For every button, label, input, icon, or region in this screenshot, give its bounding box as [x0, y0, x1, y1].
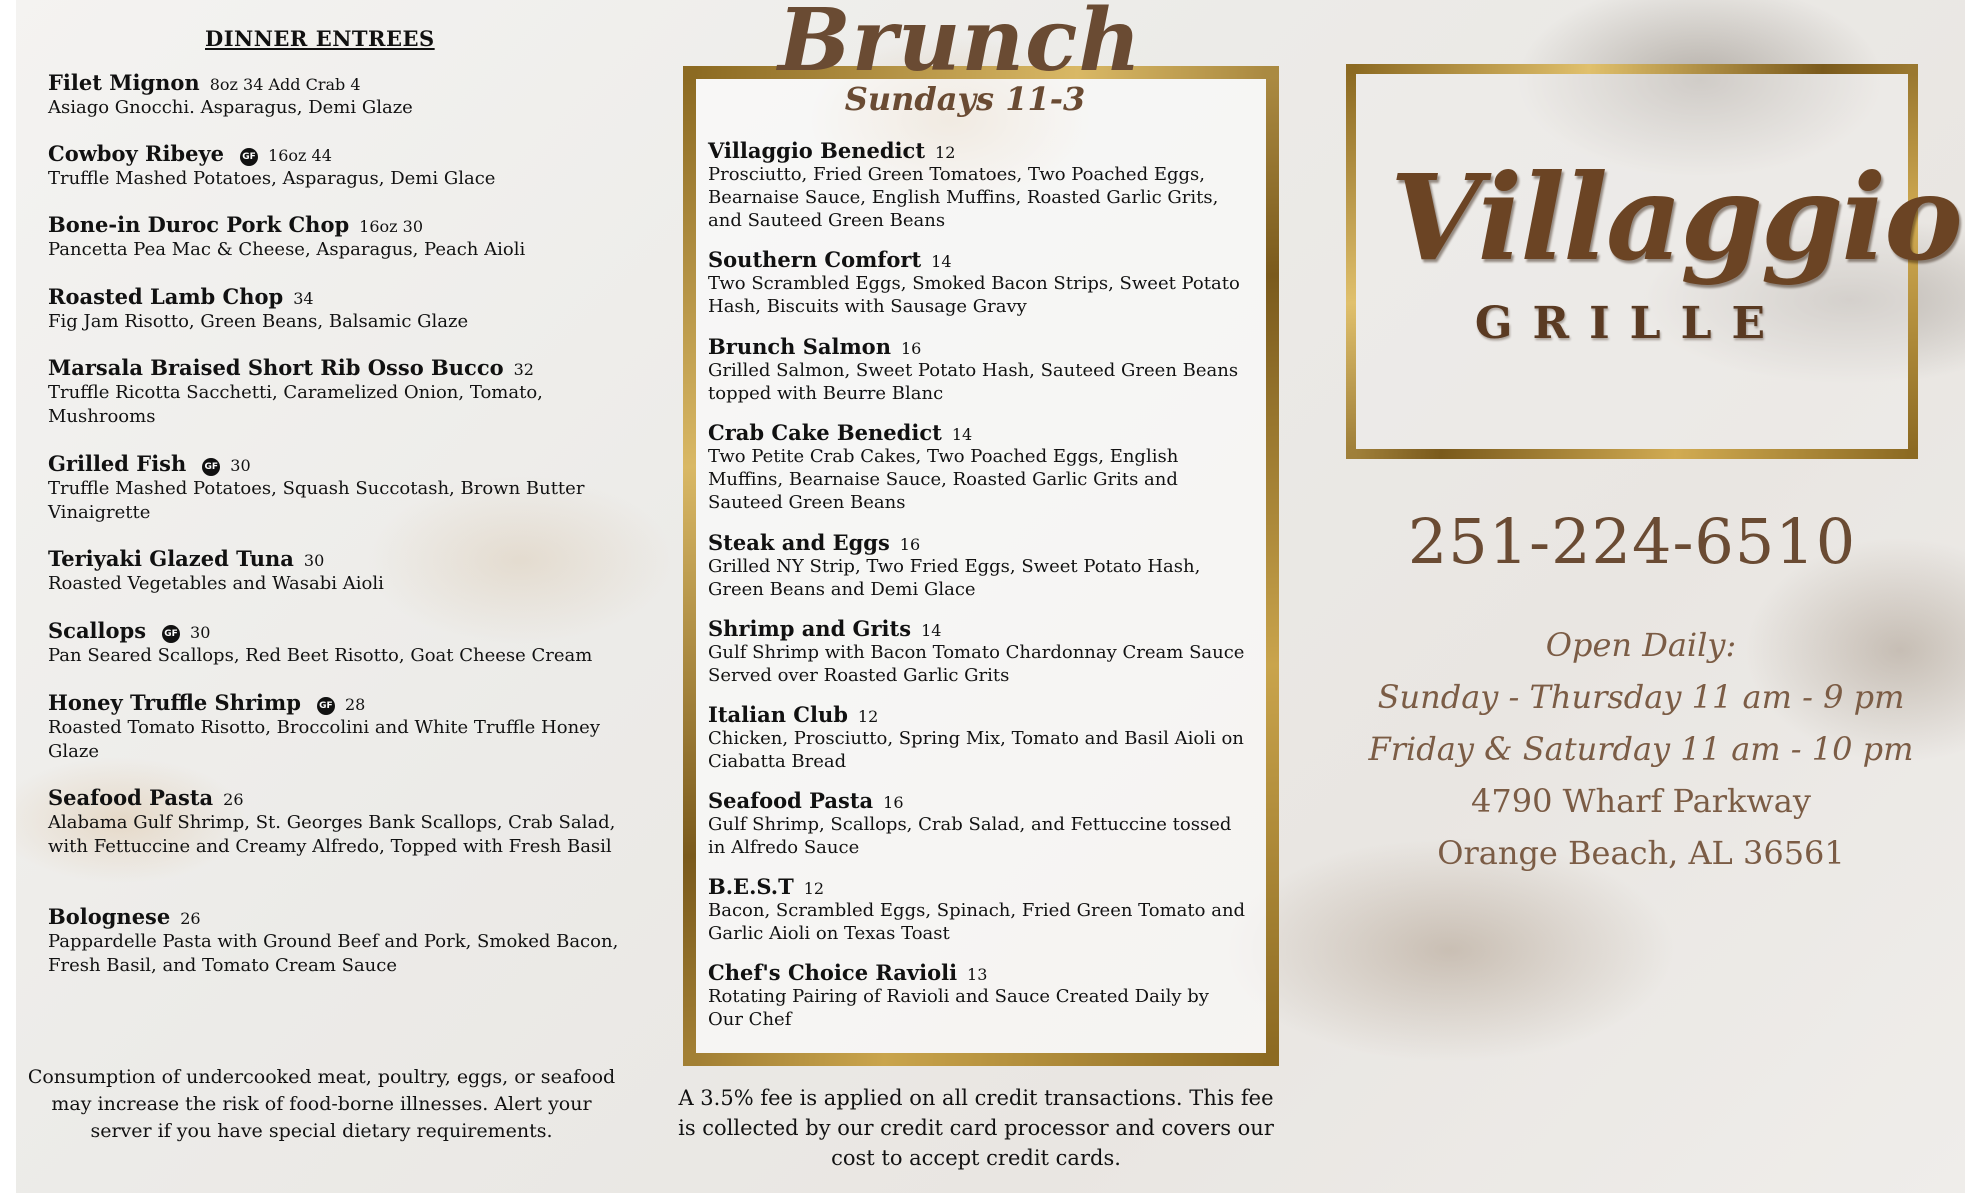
menu-item-name: Filet Mignon	[48, 70, 200, 95]
brunch-item-price: 16	[899, 535, 921, 554]
address-street: 4790 Wharf Parkway	[1471, 782, 1811, 820]
brunch-item-description: Two Petite Crab Cakes, Two Poached Eggs, English Muffins, Bearnaise Sauce, Roasted Garlic Grits and Sauteed Green Beans	[708, 446, 1179, 513]
brunch-item-name: Italian Club	[708, 702, 848, 727]
dinner-section-title: DINNER ENTREES	[205, 26, 435, 51]
menu-item-price: 34	[293, 289, 314, 308]
brunch-item	[708, 334, 1248, 405]
brunch-item	[708, 530, 1248, 601]
brunch-item-description: Two Scrambled Eggs, Smoked Bacon Strips, Sweet Potato Hash, Biscuits with Sausage Gravy	[708, 273, 1240, 317]
gluten-free-icon: GF	[202, 458, 220, 476]
open-daily-label: Open Daily:	[1545, 626, 1737, 664]
brunch-item	[708, 960, 1248, 1031]
menu-item-description: Truffle Mashed Potatoes, Asparagus, Demi Glace	[48, 168, 496, 189]
menu-item-description: Truffle Ricotta Sacchetti, Caramelized Onion, Tomato, Mushrooms	[48, 382, 543, 427]
brunch-item-name: Seafood Pasta	[708, 788, 874, 813]
brunch-item-price: 12	[803, 879, 825, 898]
menu-item-name: Bolognese	[48, 904, 171, 929]
brunch-item	[708, 788, 1248, 859]
brunch-item-name: Villaggio Benedict	[708, 138, 926, 163]
restaurant-logo-subtitle: GRILLE	[1474, 298, 1786, 349]
menu-item-price: 30	[230, 456, 251, 475]
menu-item	[48, 284, 628, 334]
menu-item	[48, 212, 628, 262]
brunch-item-name: Crab Cake Benedict	[708, 420, 942, 445]
gluten-free-icon: GF	[317, 697, 335, 715]
menu-item	[48, 141, 628, 191]
address-city: Orange Beach, AL 36561	[1437, 834, 1845, 872]
phone-number: 251-224-6510	[1407, 505, 1857, 578]
brunch-item-name: Shrimp and Grits	[708, 616, 912, 641]
brunch-item-price: 14	[931, 252, 952, 271]
brunch-item-description: Gulf Shrimp with Bacon Tomato Chardonnay Cream Sauce Served over Roasted Garlic Grits	[708, 642, 1245, 686]
menu-item-price: 26	[223, 790, 244, 809]
menu-item-description: Fig Jam Risotto, Green Beans, Balsamic Glaze	[48, 311, 469, 332]
menu-item-description: Roasted Tomato Risotto, Broccolini and White Truffle Honey Glaze	[48, 717, 601, 762]
brunch-item-price: 13	[967, 965, 988, 984]
menu-item-description: Pan Seared Scallops, Red Beet Risotto, Goat Cheese Cream	[48, 645, 593, 666]
brunch-item-price: 14	[921, 621, 942, 640]
brunch-subtitle: Sundays 11-3	[844, 80, 1086, 118]
menu-item-description: Alabama Gulf Shrimp, St. Georges Bank Scallops, Crab Salad, with Fettuccine and Creamy Alfredo, Topped with Fresh Basil	[48, 812, 616, 857]
brunch-item	[708, 247, 1248, 318]
brunch-title: Brunch	[778, 0, 1142, 91]
gluten-free-icon: GF	[240, 148, 258, 166]
menu-item-price: 28	[344, 695, 366, 714]
food-safety-notice: Consumption of undercooked meat, poultry, eggs, or seafood may increase the risk of food-borne illnesses. Alert your server if you have special dietary requirements.	[27, 1066, 616, 1142]
brunch-item	[708, 138, 1248, 232]
menu-item-description: Pancetta Pea Mac & Cheese, Asparagus, Peach Aioli	[48, 239, 526, 260]
hours-fri-sat: Friday & Saturday 11 am - 10 pm	[1368, 730, 1914, 768]
menu-item	[48, 785, 628, 859]
menu-item-name: Cowboy Ribeye	[48, 141, 225, 166]
menu-item-price: 32	[513, 360, 534, 379]
menu-item-price: 8oz 34 Add Crab 4	[209, 75, 361, 94]
hours-sun-thu: Sunday - Thursday 11 am - 9 pm	[1377, 678, 1905, 716]
brunch-item	[708, 874, 1248, 945]
menu-item	[48, 70, 628, 120]
menu-item-price: 16oz 44	[268, 146, 332, 165]
menu-item	[48, 690, 628, 764]
menu-item-description: Roasted Vegetables and Wasabi Aioli	[48, 573, 384, 594]
gluten-free-icon: GF	[162, 625, 180, 643]
brunch-item-description: Rotating Pairing of Ravioli and Sauce Created Daily by Our Chef	[708, 986, 1209, 1030]
brunch-item-description: Gulf Shrimp, Scallops, Crab Salad, and Fettuccine tossed in Alfredo Sauce	[708, 814, 1232, 858]
menu-item-name: Marsala Braised Short Rib Osso Bucco	[48, 355, 504, 380]
brunch-item-name: Chef's Choice Ravioli	[708, 960, 958, 985]
brunch-item-name: Steak and Eggs	[708, 530, 890, 555]
menu-item	[48, 618, 628, 668]
menu-item	[48, 355, 628, 429]
brunch-item	[708, 616, 1248, 687]
menu-item	[48, 546, 628, 596]
menu-item-name: Roasted Lamb Chop	[48, 284, 284, 309]
brunch-item-price: 16	[883, 793, 904, 812]
page-margin	[0, 0, 16, 1193]
menu-item-price: 16oz 30	[359, 217, 424, 236]
brunch-item-price: 12	[857, 707, 879, 726]
restaurant-logo-script: Villaggio	[1390, 148, 1961, 287]
menu-item-name: Honey Truffle Shrimp	[48, 690, 301, 715]
menu-item-name: Teriyaki Glazed Tuna	[48, 546, 294, 571]
menu-item	[48, 904, 628, 978]
menu-item-price: 30	[303, 551, 325, 570]
brunch-item-description: Chicken, Prosciutto, Spring Mix, Tomato and Basil Aioli on Ciabatta Bread	[708, 728, 1244, 772]
brunch-item-price: 12	[935, 143, 956, 162]
menu-item	[48, 451, 628, 525]
menu-item-name: Bone-in Duroc Pork Chop	[48, 212, 350, 237]
menu-item-price: 30	[190, 623, 211, 642]
brunch-item-price: 14	[951, 425, 973, 444]
menu-item-description: Asiago Gnocchi. Asparagus, Demi Glaze	[48, 97, 413, 118]
menu-item-price: 26	[180, 909, 201, 928]
brunch-item-description: Grilled NY Strip, Two Fried Eggs, Sweet Potato Hash, Green Beans and Demi Glace	[708, 556, 1201, 600]
brunch-item-name: Brunch Salmon	[708, 334, 891, 359]
menu-item-description: Pappardelle Pasta with Ground Beef and Pork, Smoked Bacon, Fresh Basil, and Tomato Cream Sauce	[48, 931, 619, 976]
brunch-item-description: Grilled Salmon, Sweet Potato Hash, Sauteed Green Beans topped with Beurre Blanc	[708, 360, 1239, 404]
brunch-item-name: Southern Comfort	[708, 247, 922, 272]
menu-item-name: Grilled Fish	[48, 451, 187, 476]
brunch-item	[708, 420, 1248, 514]
brunch-item-name: B.E.S.T	[708, 874, 794, 899]
credit-card-fee-notice: A 3.5% fee is applied on all credit transactions. This fee is collected by our credit card processor and covers our cost to accept credit cards.	[678, 1086, 1274, 1170]
menu-item-name: Seafood Pasta	[48, 785, 214, 810]
brunch-item-price: 16	[900, 339, 922, 358]
menu-item-name: Scallops	[48, 618, 147, 643]
menu-item-description: Truffle Mashed Potatoes, Squash Succotash, Brown Butter Vinaigrette	[48, 478, 585, 523]
brunch-item	[708, 702, 1248, 773]
brunch-item-description: Bacon, Scrambled Eggs, Spinach, Fried Green Tomato and Garlic Aioli on Texas Toast	[708, 900, 1246, 944]
brunch-item-description: Prosciutto, Fried Green Tomatoes, Two Poached Eggs, Bearnaise Sauce, English Muffins, Roasted Garlic Grits, and Sauteed Green Beans	[708, 164, 1219, 231]
